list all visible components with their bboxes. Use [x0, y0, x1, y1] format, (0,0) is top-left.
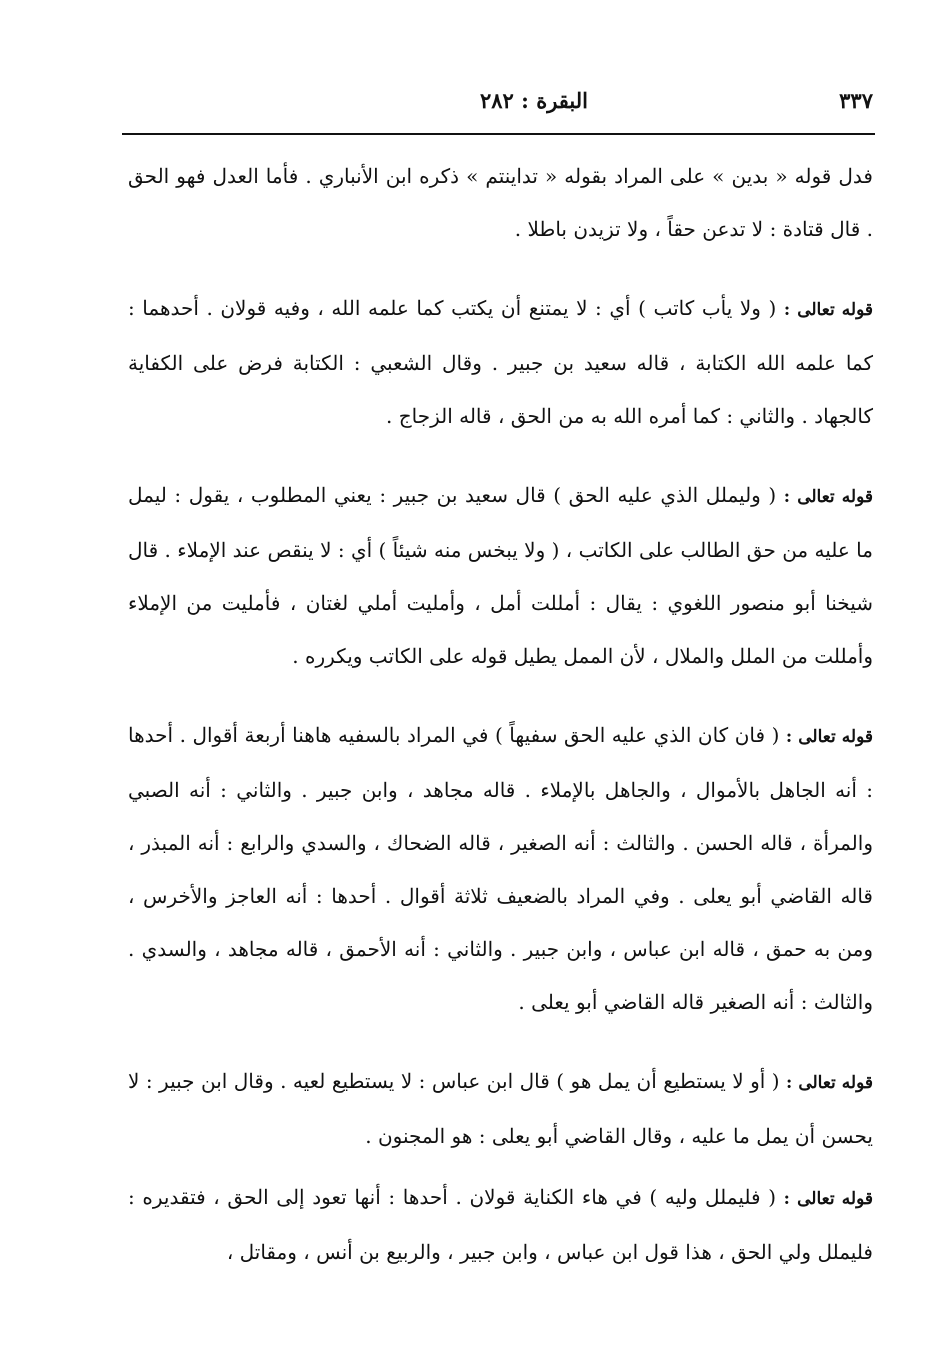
paragraph-text: ( فليملل وليه ) في هاء الكناية قولان . أحدها : أنها تعود إلى الحق ، فتقديره : فليملل ولي الحق ، هذا قول ابن عباس ، وابن جبير ، والربيع بن أنس ، ومقاتل ،	[128, 1185, 873, 1264]
body-text	[128, 150, 873, 1305]
paragraph-lead: قوله تعالى :	[786, 1073, 873, 1093]
paragraph-lead: قوله تعالى :	[785, 727, 873, 747]
header-rule	[122, 133, 875, 135]
paragraph-lead: قوله تعالى :	[783, 300, 873, 320]
paragraph	[128, 469, 873, 683]
paragraph	[128, 282, 873, 443]
paragraph	[128, 150, 873, 256]
page-header	[128, 82, 873, 122]
paragraph-lead: قوله تعالى :	[783, 487, 873, 507]
page-number: ٣٣٧	[839, 88, 873, 113]
paragraph	[128, 1171, 873, 1279]
paragraph-text: فدل قوله « بدين » على المراد بقوله « تداينتم » ذكره ابن الأنباري . فأما العدل فهو الحق . قال قتادة : لا تدعن حقاً ، ولا تزيدن باطلا .	[128, 164, 873, 241]
paragraph-text: ( أو لا يستطيع أن يمل هو ) قال ابن عباس : لا يستطيع لعيه . وقال ابن جبير : لا يحسن أن يمل ما عليه ، وقال القاضي أبو يعلى : هو المجنون .	[128, 1069, 873, 1148]
paragraph-text: ( ولا يأب كاتب ) أي : لا يمتنع أن يكتب كما علمه الله ، وفيه قولان . أحدهما : كما علمه الله الكتابة ، قاله سعيد بن جبير . وقال الشعبي : الكتابة فرض على الكفاية كالجهاد . والثاني : كما أمره الله به من الحق ، قاله الزجاج .	[128, 296, 873, 428]
paragraph	[128, 1055, 873, 1163]
running-title: البقرة : ٢٨٢	[480, 88, 588, 113]
paragraph-text: ( فان كان الذي عليه الحق سفيهاً ) في المراد بالسفيه هاهنا أربعة أقوال . أحدها : أنه الجاهل بالأموال ، والجاهل بالإملاء . قاله مجاهد ، وابن جبير . والثاني : أنه الصبي والمرأة ، قاله الحسن . والثالث : أنه الصغير ، قاله الضحاك ، والسدي والرابع : أنه المبذر ، قاله القاضي أبو يعلى . وفي المراد بالضعيف ثلاثة أقوال . أحدها : أنه العاجز والأخرس ، ومن به حمق ، قاله ابن عباس ، وابن جبير . والثاني : أنه الأحمق ، قاله مجاهد ، والسدي . والثالث : أنه الصغير قاله القاضي أبو يعلى .	[128, 723, 873, 1014]
paragraph-text: ( وليملل الذي عليه الحق ) قال سعيد بن جبير : يعني المطلوب ، يقول : ليمل ما عليه من حق الطالب على الكاتب ، ( ولا يبخس منه شيئاً ) أي : لا ينقص عند الإملاء . قال شيخنا أبو منصور اللغوي : يقال : أمللت أمل ، وأمليت أملي لغتان ، فأمليت من الإملاء وأمللت من الملل والملال ، لأن الممل يطيل قوله على الكاتب ويكرره .	[128, 483, 873, 668]
paragraph	[128, 709, 873, 1029]
paragraph-lead: قوله تعالى :	[783, 1189, 873, 1209]
